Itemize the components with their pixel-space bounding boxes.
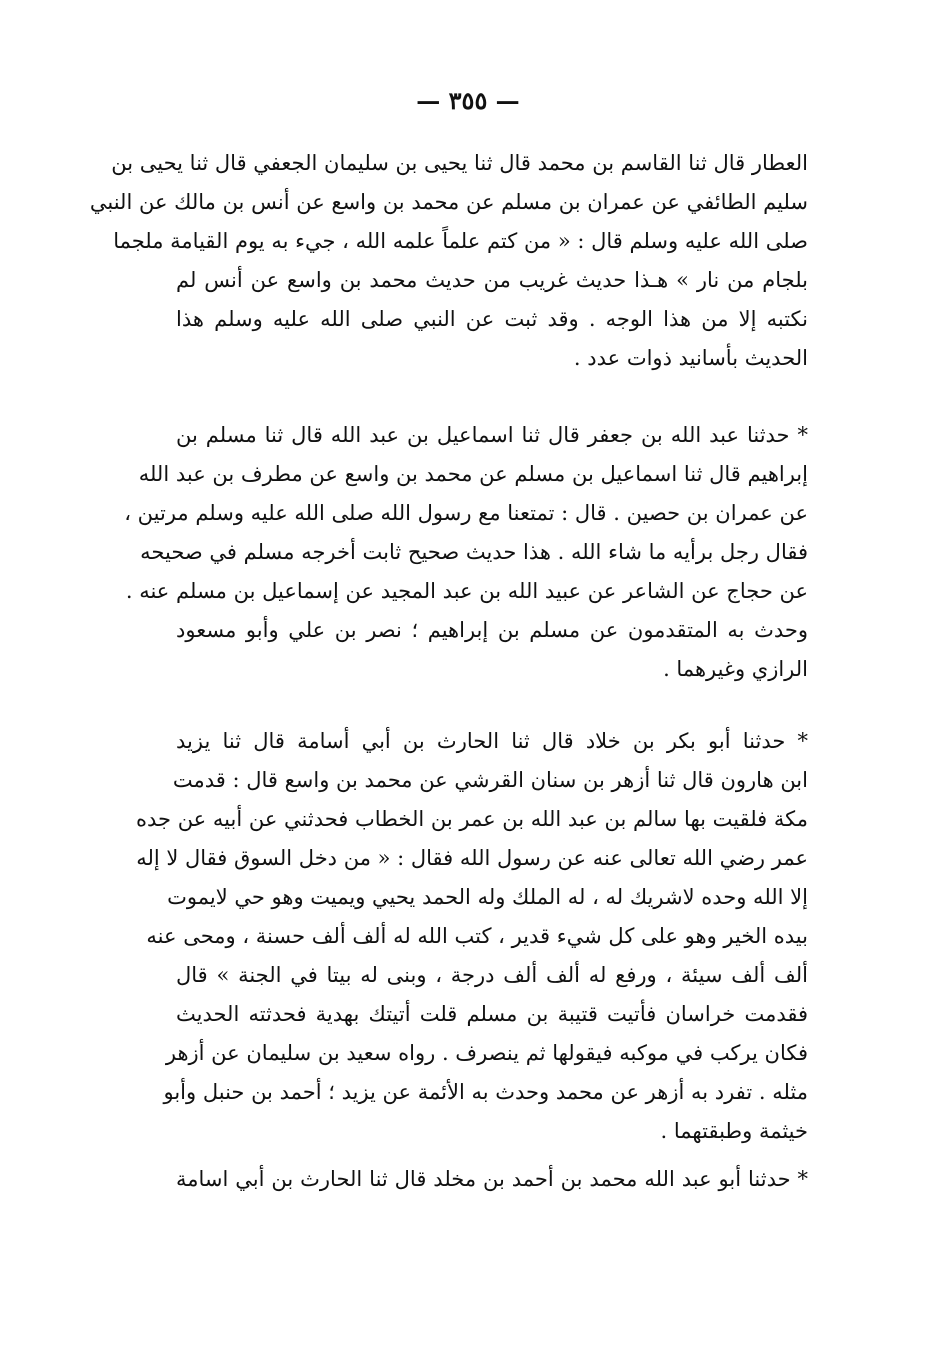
text-line: نكتبه إلا من هذا الوجه . وقد ثبت عن النبي صلى الله عليه وسلم هذا xyxy=(176,307,808,331)
text-line: سليم الطائفي عن عمران بن مسلم عن محمد بن واسع عن أنس بن مالك عن النبي xyxy=(89,190,808,214)
text-line: مثله . تفرد به أزهر عن محمد وحدث به الأئمة عن يزيد ؛ أحمد بن حنبل وأبو xyxy=(163,1080,808,1104)
text-line: عن حجاج عن الشاعر عن عبيد الله بن عبد المجيد عن إسماعيل بن مسلم عنه . xyxy=(125,579,808,603)
text-line: وحدث به المتقدمون عن مسلم بن إبراهيم ؛ نصر بن علي وأبو مسعود xyxy=(176,618,808,642)
text-line: ابن هارون قال ثنا أزهر بن سنان القرشي عن محمد بن واسع قال : قدمت xyxy=(172,768,808,792)
text-line: مكة فلقيت بها سالم بن عبد الله بن عمر بن الخطاب فحدثني عن أبيه عن جده xyxy=(136,807,808,831)
text-line: إبراهيم قال ثنا اسماعيل بن مسلم عن محمد بن واسع عن مطرف بن عبد الله xyxy=(138,462,808,486)
text-line: خيثمة وطبقتهما . xyxy=(660,1119,808,1143)
paragraph-1 xyxy=(89,144,808,378)
text-line: الحديث بأسانيد ذوات عدد . xyxy=(573,346,808,370)
text-line: ألف ألف سيئة ، ورفع له ألف ألف درجة ، وبنى له بيتا في الجنة » قال xyxy=(176,963,808,987)
text-line: * حدثنا أبو بكر بن خلاد قال ثنا الحارث بن أبي أسامة قال ثنا يزيد xyxy=(176,729,808,753)
text-line: فقال رجل برأيه ما شاء الله . هذا حديث صحيح ثابت أخرجه مسلم في صحيحه xyxy=(140,540,808,564)
text-line: * حدثنا أبو عبد الله محمد بن أحمد بن مخلد قال ثنا الحارث بن أبي اسامة xyxy=(176,1167,808,1191)
paragraph-4 xyxy=(176,1160,808,1199)
text-line: العطار قال ثنا القاسم بن محمد قال ثنا يحيى بن سليمان الجعفي قال ثنا يحيى بن xyxy=(111,151,808,175)
text-line: عمر رضي الله تعالى عنه عن رسول الله فقال : « من دخل السوق فقال لا إله xyxy=(136,846,808,870)
paragraph-3 xyxy=(136,722,808,1151)
text-line: فقدمت خراسان فأتيت قتيبة بن مسلم قلت أتيتك بهدية فحدثته الحديث xyxy=(176,1002,808,1026)
paragraph-2 xyxy=(124,416,808,689)
text-line: عن عمران بن حصين . قال : تمتعنا مع رسول الله صلى الله عليه وسلم مرتين ، xyxy=(124,501,808,525)
text-line: بيده الخير وهو على كل شيء قدير ، كتب الله له ألف ألف حسنة ، ومحى عنه xyxy=(146,924,808,948)
text-line: إلا الله وحده لاشريك له ، له الملك وله الحمد يحيي ويميت وهو حي لايموت xyxy=(167,885,808,909)
text-line: * حدثنا عبد الله بن جعفر قال ثنا اسماعيل بن عبد الله قال ثنا مسلم بن xyxy=(176,423,808,447)
text-line: بلجام من نار » هـذا حديث غريب من حديث محمد بن واسع عن أنس لم xyxy=(176,268,808,292)
text-line: صلى الله عليه وسلم قال : « من كتم علماً علمه الله ، جيء به يوم القيامة ملجما xyxy=(113,229,808,253)
text-line: الرازي وغيرهما . xyxy=(663,657,808,681)
text-line: فكان يركب في موكبه فيقولها ثم ينصرف . رواه سعيد بن سليمان عن أزهر xyxy=(165,1041,808,1065)
page-number: — ٣٥٥ — xyxy=(416,86,520,115)
